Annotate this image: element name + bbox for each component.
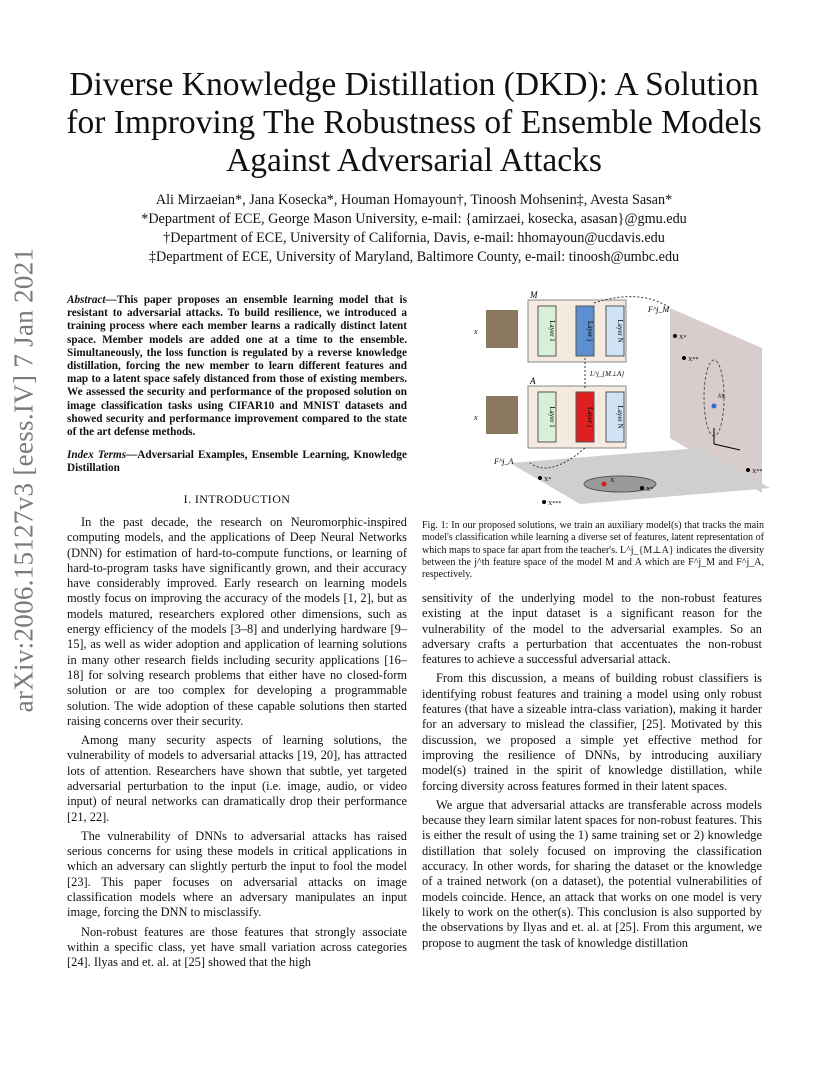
paragraph: In the past decade, the research on Neuromorphic-inspired computing models, and the applications of Deep Neural Networks (DNN) for estimation of hard-to-compute functions, or learning of hard-to-program tasks have significantly grown, and their accuracy have considerably improved. Early research on learning models mostly focus on improving the accuracy of the models [1, 2], but as models matured, researchers explored other dimensions, such as energy efficiency of the models [3–8] and underlying hardware [9–15], as well as wider adoption and application of learning solutions in many other research fields including security applications [16–18] for solving research problems that either have no closed-form solution or are too complex for developing a programmable solution. The wide adoption of these capable solutions then started raising concerns over their security. bbox=[67, 514, 407, 728]
paper-title: Diverse Knowledge Distillation (DKD): A Solution for Improving The Robustness of Ensemble Models Against Adversarial Attacks bbox=[66, 66, 762, 179]
input-label-top: x bbox=[474, 327, 478, 336]
point-label: X** bbox=[752, 469, 763, 475]
index-terms-text: —Adversarial Examples, Ensemble Learning, Knowledge Distillation bbox=[67, 449, 407, 475]
paragraph: Among many security aspects of learning solutions, the vulnerability of models to adversarial attacks [19, 20], has attracted lots of attention. Researchers have shown that subtle, yet targeted adversarial perturbation to the input (i.e. image, audio, or video input) of neural networks can dramatically drop their performance [21, 22]. bbox=[67, 733, 407, 824]
right-column bbox=[422, 591, 762, 955]
affiliation-3: ‡Department of ECE, University of Maryland, Baltimore County, e-mail: tinoosh@umbc.edu bbox=[148, 249, 680, 265]
delta-label: δX bbox=[718, 394, 726, 400]
paragraph: We argue that adversarial attacks are transferable across models because they learn similar latent spaces for non-robust features. This is either the result of using the 1) same training set or 2) knowledge distillation that solely focused on improving the classification accuracy. In other words, for sharing the dataset or the knowledge of a trained network (on a dataset), the potential vulnerabilities of models coincide. Hence, an attack that works on one model is very likely to work on the other(s). This conclusion is also supported by the observations by Ilyas and et. al. at [25]. From this argument, we propose to augment the task of knowledge distillation bbox=[422, 797, 762, 950]
model-m-label: M bbox=[530, 290, 538, 300]
layer-j-label: Layer j bbox=[586, 320, 594, 342]
point-label: X*** bbox=[548, 501, 562, 506]
point-label: X** bbox=[688, 357, 699, 363]
paragraph: From this discussion, a means of building robust classifiers is identifying robust features and training a model using only robust features (that have a sizeable intra-class variation), making it harder for an adversary to mislead the classifier, [25]. Motivated by this discussion, we proposed a simple yet effective method for improving the resilience of DNNs, by introducing auxiliary model(s) trained in the spirit of knowledge distillation, while forcing diversity across features formed in their latent spaces. bbox=[422, 671, 762, 793]
arxiv-id: arXiv:2006.15127v3 [eess.IV] 7 Jan 2021 bbox=[8, 247, 39, 713]
point bbox=[682, 356, 686, 360]
model-a-label: A bbox=[530, 376, 536, 386]
elephant-image-top bbox=[486, 310, 518, 348]
layer-1-label: Layer 1 bbox=[548, 320, 556, 342]
author-block bbox=[60, 191, 768, 267]
point-label: X* bbox=[679, 335, 687, 341]
paragraph: Non-robust features are those features that strongly associate within a specific class, yet have small variation across categories [24]. Ilyas and et. al. at [25] showed that the high bbox=[67, 924, 407, 970]
abstract-label: Abstract bbox=[67, 294, 106, 306]
affiliation-2: †Department of ECE, University of California, Davis, e-mail: hhomayoun@ucdavis.edu bbox=[163, 230, 665, 246]
abstract bbox=[67, 294, 407, 439]
paragraph: The vulnerability of DNNs to adversarial attacks has raised serious concerns for using these models in critical applications in which an adversary can slightly perturb the input to fool the model [23]. This paper focuses on adversarial attacks on image classification models where an adversary manipulates an input image, forcing the DNN to misclassify. bbox=[67, 828, 407, 920]
author-names: Ali Mirzaeian*, Jana Kosecka*, Houman Homayoun†, Tinoosh Mohsenin‡, Avesta Sasan* bbox=[155, 192, 673, 208]
loss-label: L^j_{M⊥A} bbox=[590, 370, 625, 378]
affiliation-1: *Department of ECE, George Mason University, e-mail: {amirzaei, kosecka, asasan}@gmu.edu bbox=[141, 211, 687, 227]
layer-n-label: Layer N bbox=[616, 405, 624, 429]
point bbox=[640, 486, 644, 490]
index-terms bbox=[67, 449, 407, 475]
point-label: X* bbox=[544, 477, 552, 483]
figure-caption: Fig. 1: In our proposed solutions, we train an auxiliary model(s) that tracks the main model's classification while learning a diverse set of features, latent representation of which maps to space far apart from the teacher's. L^j_{M⊥A} indicates the diversity between the j^th feature space of the model M and A which are F^j_M and F^j_A, respectively. bbox=[422, 520, 764, 581]
input-label-bottom: x bbox=[474, 413, 478, 422]
layer-1-label: Layer 1 bbox=[548, 406, 556, 428]
space-label-bottom: F^j_A bbox=[494, 457, 514, 466]
point-x-red bbox=[602, 482, 607, 487]
abstract-text: —This paper proposes an ensemble learning model that is resistant to adversarial attacks. To build resilience, we introduced a training process where each member learns a radically distinct latent space. Member models are added one at a time to the ensemble. Simultaneously, the loss function is regulated by a reverse knowledge distillation, forcing the new member to learn different features and map to a latent space safely distanced from those of existing members. We assessed the security and performance of the proposed solution on image classification tasks using CIFAR10 and MNIST datasets and showed security and performance improvement compared to the state of the art defense methods. bbox=[67, 294, 407, 439]
arxiv-stamp bbox=[0, 247, 48, 713]
section-heading: I. INTRODUCTION bbox=[183, 491, 291, 506]
left-column bbox=[67, 294, 407, 975]
point-label: X bbox=[610, 478, 615, 484]
index-terms-label: Index Terms bbox=[67, 449, 127, 462]
elephant-image-bottom bbox=[486, 396, 518, 434]
paragraph: sensitivity of the underlying model to the non-robust features existing at the input dataset is a significant reason for the vulnerability of the model to the adversarial examples. So an adversary crafts a perturbation that accentuates the non-robust features to achieve a successful adversarial attack. bbox=[422, 591, 762, 667]
point-x-blue bbox=[712, 404, 717, 409]
space-label-top: F^j_M bbox=[648, 305, 670, 314]
layer-j-label: Layer j bbox=[586, 406, 594, 428]
point bbox=[542, 500, 546, 504]
point bbox=[673, 334, 677, 338]
layer-n-label: Layer N bbox=[616, 319, 624, 343]
point bbox=[746, 468, 750, 472]
figure-1-diagram bbox=[470, 288, 776, 506]
point-label: X* bbox=[646, 487, 654, 493]
point bbox=[538, 476, 542, 480]
